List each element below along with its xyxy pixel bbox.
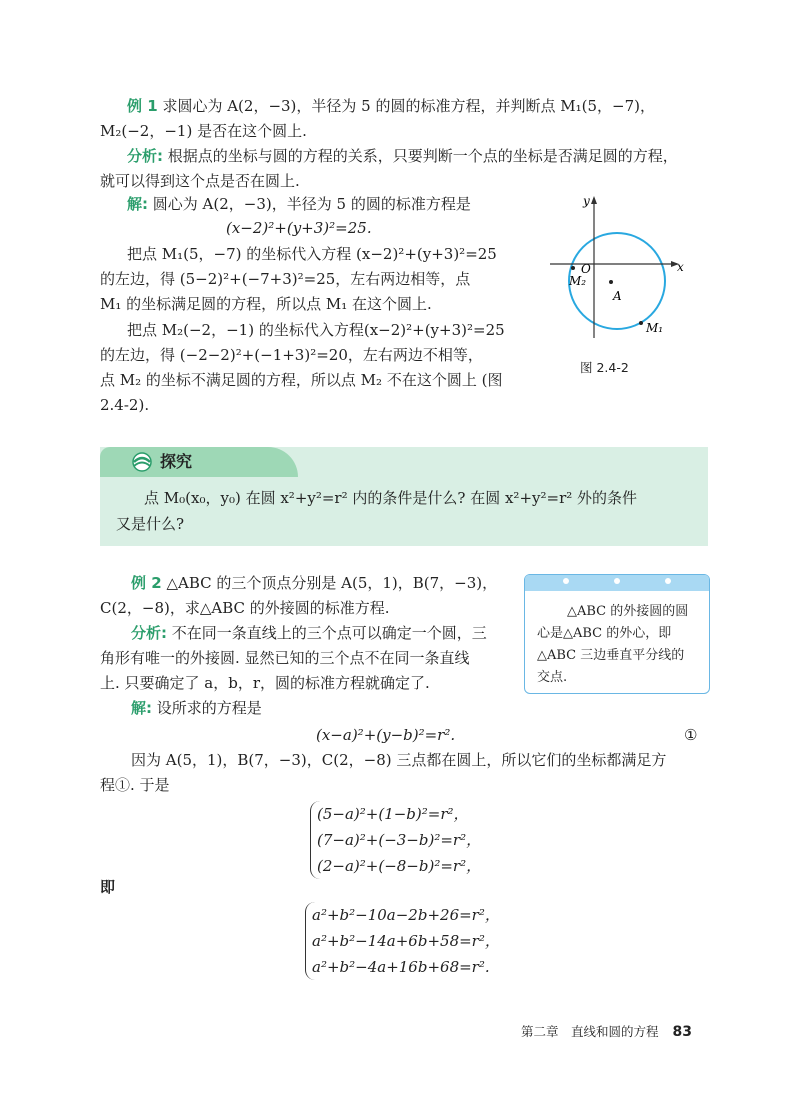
example2-analysis-line2: 角形有唯一的外接圆. 显然已知的三个点不在同一条直线 [100,649,470,667]
example2-solution-text: 设所求的方程是 [156,699,262,717]
example1-label: 例 1 [127,97,158,115]
sidenote-header [525,575,709,591]
system1-eq1: (5−a)²+(1−b)²=r²， [317,805,469,823]
example2-analysis-line3: 上. 只要确定了 a，b，r，圆的标准方程就确定了. [100,674,430,692]
example2-equation: (x−a)²+(y−b)²=r². [316,726,456,744]
example1-analysis-text: 根据点的坐标与圆的方程的关系，只要判断一个点的坐标是否满足圆的方程， [167,147,678,165]
page-footer [521,1022,692,1040]
example2-prompt-line1 [131,571,497,595]
example1-solution-text: 圆心为 A(2，−3)，半径为 5 的圆的标准方程是 [152,195,471,213]
sidenote-line1: △ABC 的外接圆的圆 [567,604,689,619]
example1-p2-line3: 点 M₂ 的坐标不满足圆的方程，所以点 M₂ 不在这个圆上 (图 [100,371,503,389]
sidenote-dot-icon [563,578,569,584]
sidenote-box [524,574,710,694]
example1-solution-label: 解: [127,195,148,213]
example1-equation: (x−2)²+(y+3)²=25. [226,219,372,237]
example1-prompt-text: 求圆心为 A(2，−3)，半径为 5 的圆的标准方程，并判断点 M₁(5，−7)， [162,97,655,115]
point-m1-label: M₁ [646,321,664,335]
example1-analysis-line1 [127,144,678,168]
system2-eq2: a²+b²−14a+6b+58=r²， [312,932,500,950]
point-a [609,280,613,284]
example2-solution-line [131,696,262,720]
example1-prompt-line1 [127,94,655,118]
y-axis-arrow [591,196,597,204]
example1-prompt-line2: M₂(−2，−1) 是否在这个圆上. [100,122,307,140]
explore-icon [128,452,156,472]
example2-prompt-text: △ABC 的三个顶点分别是 A(5，1)，B(7，−3)， [166,574,498,592]
system2-eq1: a²+b²−10a−2b+26=r²， [312,906,500,924]
example2-analysis-line1 [131,621,487,645]
chapter-title: 第二章 直线和圆的方程 [521,1024,659,1039]
y-axis-label: y [583,194,590,208]
example1-p2-line1: 把点 M₂(−2，−1) 的坐标代入方程(x−2)²+(y+3)²=25 [127,321,505,339]
example1-solution-line [127,192,471,216]
point-m2 [571,266,575,270]
equation-number: ① [684,726,698,744]
system1-eq3: (2−a)²+(−8−b)²=r²， [317,857,482,875]
system1-eq2: (7−a)²+(−3−b)²=r²， [317,831,482,849]
sidenote-line3: △ABC 三边垂直平分线的 [537,648,685,663]
sidenote-line2: 心是△ABC 的外心，即 [537,626,672,641]
explore-line2: 又是什么? [116,515,185,533]
example1-p2-line4: 2.4-2). [100,396,150,414]
example1-p2-line2: 的左边，得 (−2−2)²+(−1+3)²=20，左右两边不相等， [100,346,483,364]
example2-because-line1: 因为 A(5，1)，B(7，−3)，C(2，−8) 三点都在圆上，所以它们的坐标都满足方 [131,751,667,769]
example2-label: 例 2 [131,574,162,592]
ji-label: 即 [100,878,116,896]
equation-system-2 [305,902,500,980]
explore-line1: 点 M₀(x₀，y₀) 在圆 x²+y²=r² 内的条件是什么? 在圆 x²+y²=r² 外的条件 [144,489,638,507]
equation-system-1 [310,801,481,879]
example2-analysis-label: 分析: [131,624,167,642]
explore-title: 探究 [160,452,193,471]
system2-eq3: a²+b²−4a+16b+68=r². [312,958,490,976]
sidenote-dot-icon [614,578,620,584]
point-m2-label: M₂ [569,274,587,288]
point-a-label: A [613,289,622,303]
example1-analysis-line2: 就可以得到这个点是否在圆上. [100,172,300,190]
example2-prompt-line2: C(2，−8)，求△ABC 的外接圆的标准方程. [100,599,390,617]
example2-solution-label: 解: [131,699,152,717]
point-m1 [639,321,643,325]
example1-p1-line1: 把点 M₁(5，−7) 的坐标代入方程 (x−2)²+(y+3)²=25 [127,245,497,263]
sidenote-dot-icon [665,578,671,584]
figure-caption: 图 2.4-2 [580,360,629,375]
example1-p1-line2: 的左边，得 (5−2)²+(−7+3)²=25，左右两边相等，点 [100,270,471,288]
example1-analysis-label: 分析: [127,147,163,165]
origin-label: O [581,262,591,276]
example2-analysis-text: 不在同一条直线上的三个点可以确定一个圆，三 [171,624,487,642]
example1-p1-line3: M₁ 的坐标满足圆的方程，所以点 M₁ 在这个圆上. [100,295,432,313]
figure-circle-diagram [545,190,695,360]
sidenote-line4: 交点. [537,670,568,685]
example2-because-line2: 程①. 于是 [100,776,170,794]
page-number: 83 [672,1024,692,1040]
x-axis-label: x [677,260,684,274]
